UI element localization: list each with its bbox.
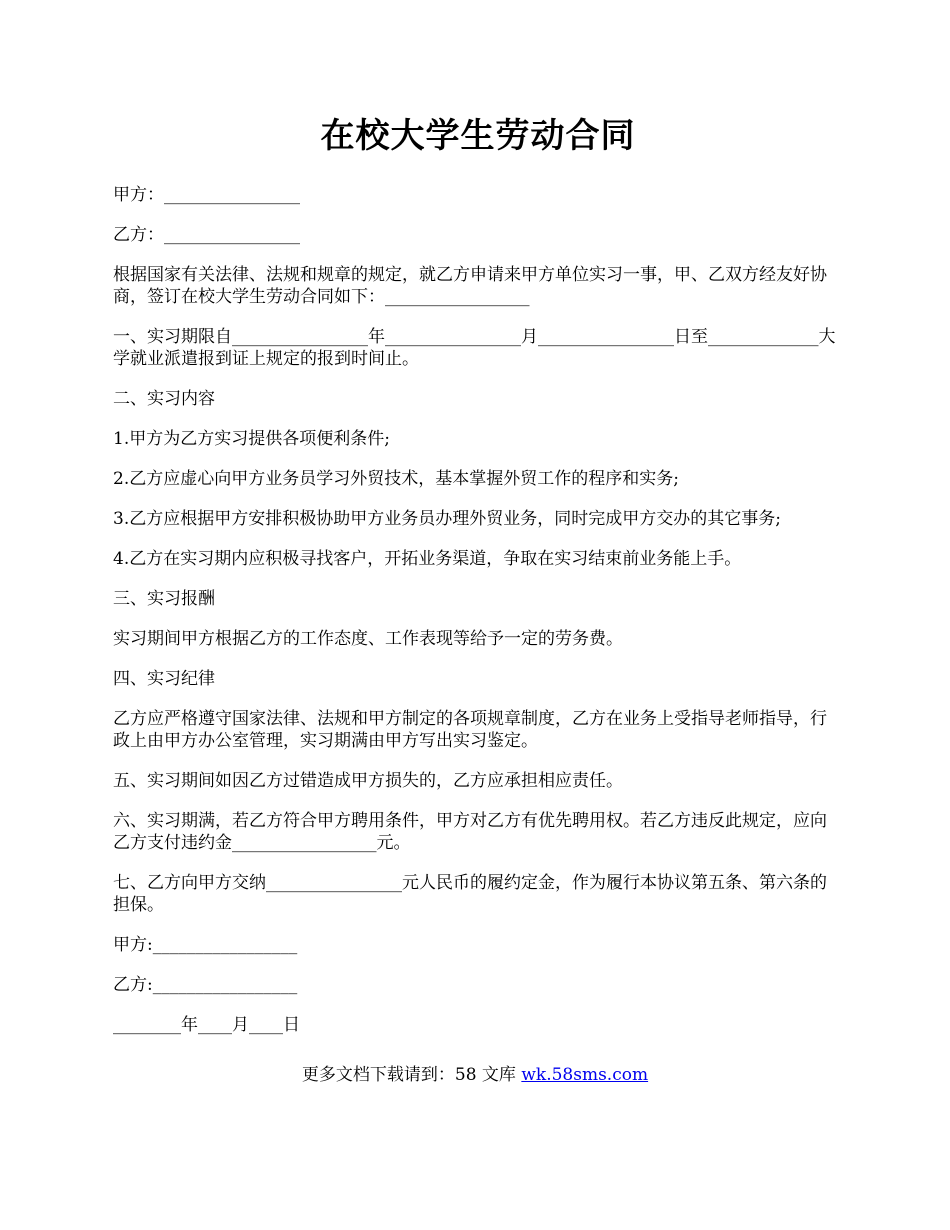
clause-5: 五、实习期间如因乙方过错造成甲方损失的，乙方应承担相应责任。 [113,771,623,791]
signature-party-b: 乙方:_________________ [113,975,298,995]
clause-3-heading: 三、实习报酬 [113,589,215,609]
signature-party-a: 甲方:_________________ [113,935,298,955]
document-page [113,108,843,1054]
clause-1-term: 一、实习期限自________________年________________月________________日至_____________大学就业派遣报到证上规定的报到时间止。 [113,327,836,369]
footer-prefix: 更多文档下载请到：58 文库 [301,1065,522,1085]
document-body [113,184,843,1036]
footer-link[interactable]: wk.58sms.com [521,1065,649,1085]
clause-4-heading: 四、实习纪律 [113,669,215,689]
preamble-paragraph: 根据国家有关法律、法规和规章的规定，就乙方申请来甲方单位实习一事，甲、乙双方经友好协商，签订在校大学生劳动合同如下：_________________ [113,265,827,307]
document-title: 在校大学生劳动合同 [320,116,636,156]
download-footer [0,1064,950,1086]
clause-6: 六、实习期满，若乙方符合甲方聘用条件，甲方对乙方有优先聘用权。若乙方违反此规定，应向乙方支付违约金_________________元。 [113,811,827,853]
clause-2-item-4: 4.乙方在实习期内应积极寻找客户，开拓业务渠道，争取在实习结束前业务能上手。 [113,549,742,569]
signature-date: ________年____月____日 [113,1015,300,1035]
party-a-line: 甲方：________________ [113,185,300,205]
clause-2-item-1: 1.甲方为乙方实习提供各项便利条件; [113,429,390,449]
clause-2-heading: 二、实习内容 [113,389,215,409]
clause-2-item-3: 3.乙方应根据甲方安排积极协助甲方业务员办理外贸业务，同时完成甲方交办的其它事务; [113,509,781,529]
party-b-line: 乙方：________________ [113,225,300,245]
clause-4-body: 乙方应严格遵守国家法律、法规和甲方制定的各项规章制度，乙方在业务上受指导老师指导，行政上由甲方办公室管理，实习期满由甲方写出实习鉴定。 [113,709,827,751]
clause-3-body: 实习期间甲方根据乙方的工作态度、工作表现等给予一定的劳务费。 [113,629,623,649]
clause-7: 七、乙方向甲方交纳________________元人民币的履约定金，作为履行本协议第五条、第六条的担保。 [113,873,827,915]
clause-2-item-2: 2.乙方应虚心向甲方业务员学习外贸技术，基本掌握外贸工作的程序和实务; [113,469,679,489]
